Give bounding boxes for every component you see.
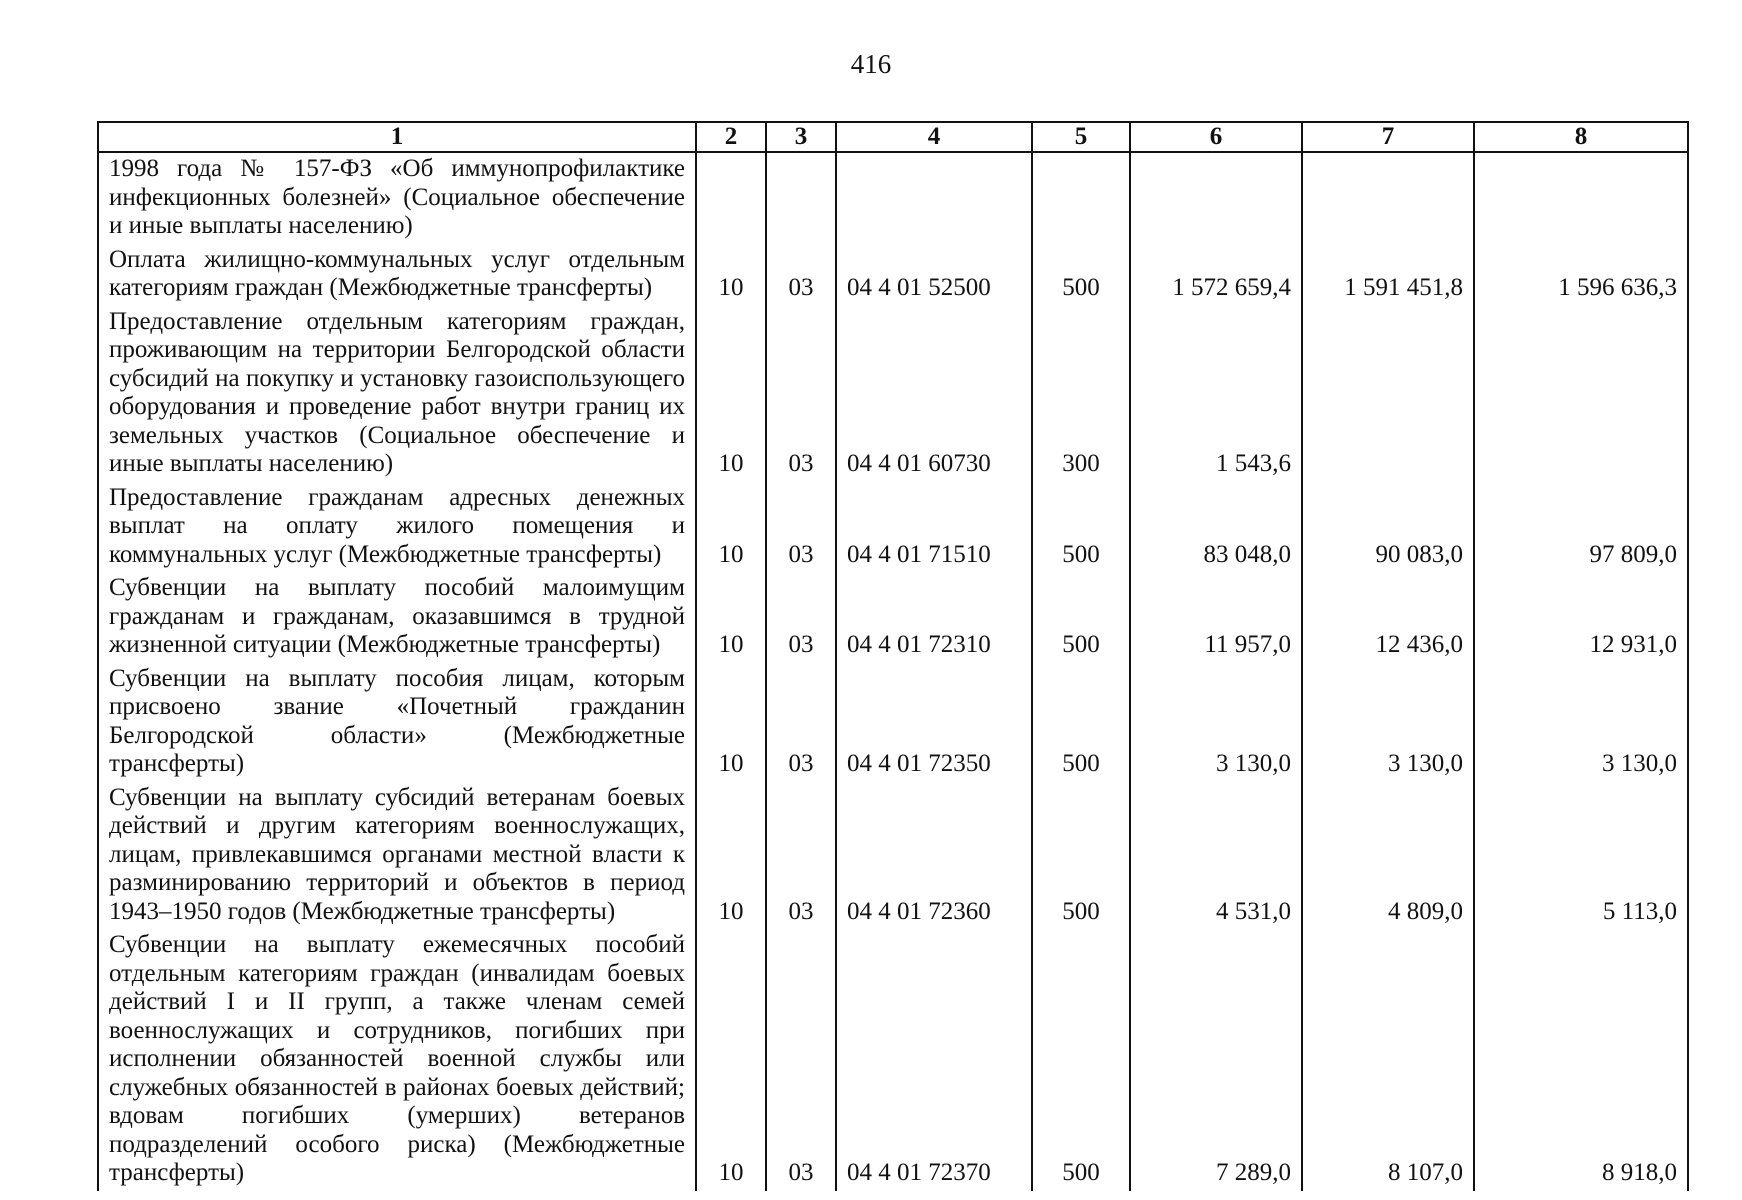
cell-amount-7: 90 083,0	[1302, 482, 1474, 573]
row-description: Предоставление гражданам адресных денежных выплат на оплату жилого помещения и коммунальных услуг (Межбюджетные трансферты)	[98, 482, 696, 573]
column-header: 6	[1130, 122, 1302, 152]
cell-target-code: 04 4 01 72360	[836, 782, 1032, 930]
table-row	[98, 572, 1688, 663]
cell-amount-7: 8 107,0	[1302, 929, 1474, 1191]
budget-table	[97, 121, 1689, 1191]
row-description: Оплата жилищно-коммунальных услуг отдельным категориям граждан (Межбюджетные трансферты)	[98, 244, 696, 306]
cell-subsection: 03	[766, 482, 836, 573]
table-row	[98, 782, 1688, 930]
row-description: Субвенции на выплату пособий малоимущим гражданам и гражданам, оказавшимся в трудной жизненной ситуации (Межбюджетные трансферты)	[98, 572, 696, 663]
cell-amount-6: 1 543,6	[1130, 306, 1302, 482]
cell-section: 10	[696, 663, 766, 782]
cell-amount-7: 12 436,0	[1302, 572, 1474, 663]
cell-amount-8: 1 596 636,3	[1474, 244, 1688, 306]
cell-section: 10	[696, 929, 766, 1191]
column-header: 1	[98, 122, 696, 152]
cell-subsection: 03	[766, 663, 836, 782]
table-row	[98, 306, 1688, 482]
cell-target-code: 04 4 01 52500	[836, 244, 1032, 306]
cell-expense-type: 500	[1032, 572, 1130, 663]
cell-section: 10	[696, 782, 766, 930]
cell-amount-7: 4 809,0	[1302, 782, 1474, 930]
column-header: 7	[1302, 122, 1474, 152]
cell-amount-8	[1474, 306, 1688, 482]
cell-target-code: 04 4 01 71510	[836, 482, 1032, 573]
cell-amount-6: 4 531,0	[1130, 782, 1302, 930]
table-row	[98, 663, 1688, 782]
cell-amount-6: 7 289,0	[1130, 929, 1302, 1191]
cell-amount-7	[1302, 306, 1474, 482]
cell-amount-6: 11 957,0	[1130, 572, 1302, 663]
cell-target-code: 04 4 01 72370	[836, 929, 1032, 1191]
cell-amount-8: 8 918,0	[1474, 929, 1688, 1191]
cell-expense-type	[1032, 152, 1130, 244]
cell-section: 10	[696, 482, 766, 573]
column-header: 4	[836, 122, 1032, 152]
cell-target-code: 04 4 01 72310	[836, 572, 1032, 663]
cell-amount-6: 1 572 659,4	[1130, 244, 1302, 306]
cell-section: 10	[696, 572, 766, 663]
page-number: 416	[850, 49, 892, 79]
row-description: Субвенции на выплату субсидий ветеранам боевых действий и другим категориям военнослужащих, лицам, привлекавшимся органами местной власти к разминированию территорий и объектов в период 1943–1950 годов (Межбюджетные трансферты)	[98, 782, 696, 930]
row-description: Предоставление отдельным категориям граждан, проживающим на территории Белгородской области субсидий на покупку и установку газоиспользующего оборудования и проведение работ внутри границ их земельных участков (Социальное обеспечение и иные выплаты населению)	[98, 306, 696, 482]
cell-subsection: 03	[766, 782, 836, 930]
cell-amount-8	[1474, 152, 1688, 244]
cell-expense-type: 500	[1032, 244, 1130, 306]
cell-subsection: 03	[766, 244, 836, 306]
cell-amount-7	[1302, 152, 1474, 244]
cell-expense-type: 500	[1032, 663, 1130, 782]
table-row	[98, 152, 1688, 244]
cell-target-code: 04 4 01 72350	[836, 663, 1032, 782]
cell-subsection: 03	[766, 572, 836, 663]
table-row	[98, 929, 1688, 1191]
cell-amount-8: 5 113,0	[1474, 782, 1688, 930]
cell-section: 10	[696, 306, 766, 482]
cell-expense-type: 300	[1032, 306, 1130, 482]
cell-expense-type: 500	[1032, 929, 1130, 1191]
cell-amount-8: 3 130,0	[1474, 663, 1688, 782]
cell-section: 10	[696, 244, 766, 306]
cell-amount-8: 97 809,0	[1474, 482, 1688, 573]
row-description: Субвенции на выплату пособия лицам, которым присвоено звание «Почетный гражданин Белгородской области» (Межбюджетные трансферты)	[98, 663, 696, 782]
row-description: 1998 года № 157-ФЗ «Об иммунопрофилактике инфекционных болезней» (Социальное обеспечение и иные выплаты населению)	[98, 152, 696, 244]
cell-subsection: 03	[766, 929, 836, 1191]
cell-amount-8: 12 931,0	[1474, 572, 1688, 663]
cell-amount-7: 3 130,0	[1302, 663, 1474, 782]
cell-section	[696, 152, 766, 244]
cell-amount-6	[1130, 152, 1302, 244]
cell-target-code: 04 4 01 60730	[836, 306, 1032, 482]
cell-expense-type: 500	[1032, 482, 1130, 573]
cell-subsection	[766, 152, 836, 244]
column-header: 8	[1474, 122, 1688, 152]
column-header: 5	[1032, 122, 1130, 152]
cell-amount-6: 3 130,0	[1130, 663, 1302, 782]
column-header: 2	[696, 122, 766, 152]
cell-target-code	[836, 152, 1032, 244]
row-description: Субвенции на выплату ежемесячных пособий отдельным категориям граждан (инвалидам боевых действий I и II групп, а также членам семей военнослужащих и сотрудников, погибших при исполнении обязанностей военной службы или служебных обязанностей в районах боевых действий; вдовам погибших (умерших) ветеранов подразделений особого риска) (Межбюджетные трансферты)	[98, 929, 696, 1191]
table-header-row	[98, 122, 1688, 152]
cell-amount-7: 1 591 451,8	[1302, 244, 1474, 306]
cell-subsection: 03	[766, 306, 836, 482]
column-header: 3	[766, 122, 836, 152]
cell-expense-type: 500	[1032, 782, 1130, 930]
table-row	[98, 244, 1688, 306]
cell-amount-6: 83 048,0	[1130, 482, 1302, 573]
table-row	[98, 482, 1688, 573]
